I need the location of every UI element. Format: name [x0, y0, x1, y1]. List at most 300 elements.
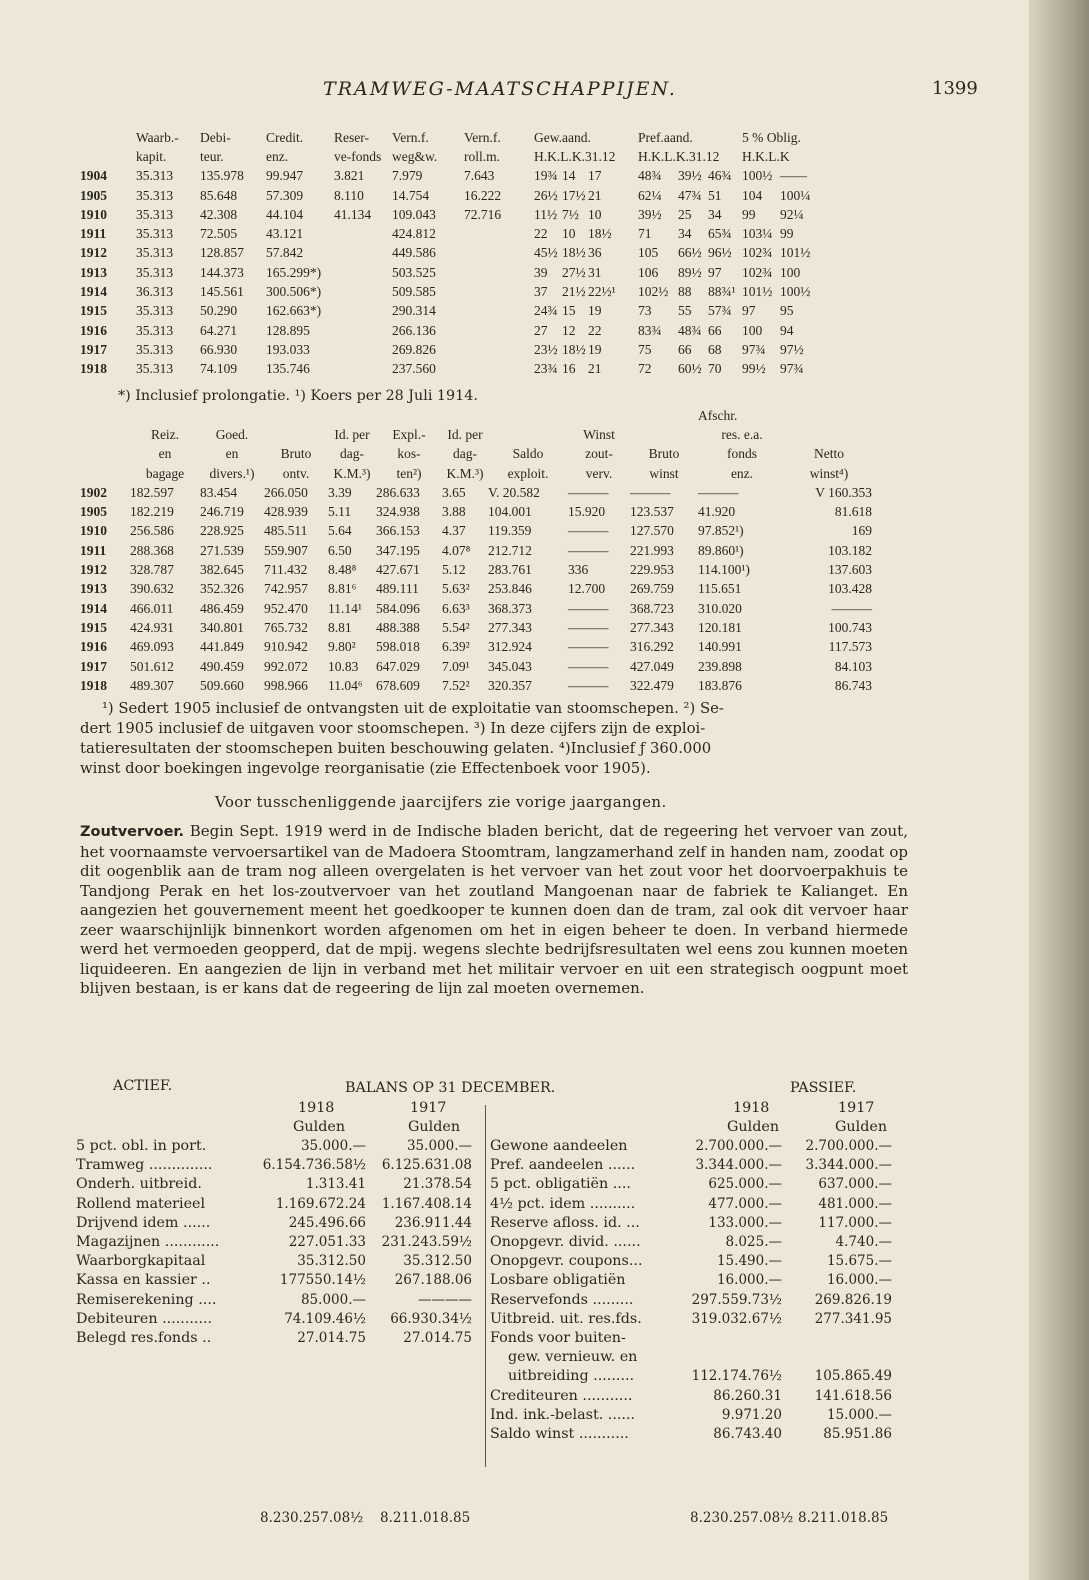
balans-item-label: uitbreiding ......... — [508, 1368, 635, 1385]
table-row — [80, 502, 872, 521]
table-header-cell — [200, 406, 264, 425]
table-cell: 22 — [588, 322, 602, 338]
balans-amount: 15.000.— — [826, 1406, 892, 1423]
table-header-cell: Saldo — [512, 446, 544, 462]
table-cell: 72 — [638, 361, 652, 377]
balans-amount: 27.014.75 — [403, 1330, 472, 1346]
balans-row — [490, 1407, 900, 1426]
actief-total-1917: 8.211.018.85 — [380, 1510, 471, 1526]
table-cell: 66 — [708, 322, 722, 338]
balans-item-label: Debiteuren ........... — [76, 1310, 213, 1327]
table-cell: 7.979 — [392, 168, 423, 184]
table-cell: ——— — [630, 484, 671, 500]
table-header — [80, 128, 820, 167]
table-cell: 18½ — [588, 226, 612, 242]
table-cell: 135.746 — [266, 361, 310, 377]
balans-amount: 6.154.736.58½ — [262, 1157, 366, 1174]
table-cell: 72.716 — [464, 206, 502, 222]
table-cell: 72.505 — [200, 226, 238, 242]
table-header-cell: winst⁴) — [809, 465, 849, 481]
table-cell: 598.018 — [376, 639, 420, 655]
table-row — [80, 522, 872, 541]
table-cell: 92¼ — [780, 206, 804, 222]
table-cell: 441.849 — [200, 639, 244, 655]
table-header — [80, 406, 872, 483]
table-cell: 22 — [534, 226, 548, 242]
table-header-cell: Bruto — [280, 446, 312, 462]
page-gutter-shadow — [1029, 0, 1089, 1580]
table-cell: 46¾ — [708, 168, 732, 184]
balans-row — [76, 1157, 476, 1176]
table-cell: 449.586 — [392, 245, 436, 261]
table-cell: 182.597 — [130, 484, 174, 500]
footnote-line: ¹) Sedert 1905 inclusief de ontvangsten uit de exploitatie van stoomschepen. ²) Se- — [102, 700, 724, 717]
table-cell: 48¾ — [638, 168, 662, 184]
table-cell: 428.939 — [264, 504, 308, 520]
table-cell — [464, 263, 534, 282]
table-cell — [334, 302, 392, 321]
table-cell: 162.663*) — [266, 303, 322, 319]
table-header-cell — [80, 445, 130, 464]
table-cell: 328.787 — [130, 562, 174, 578]
table-cell: 99.947 — [266, 168, 304, 184]
table-cell: 7½ — [562, 206, 579, 222]
table-cell: V 160.353 — [815, 484, 872, 500]
passief-total-1918: 8.230.257.08½ — [690, 1510, 794, 1526]
table-cell: 100¼ — [780, 187, 811, 203]
balans-amount: 74.109.46½ — [284, 1310, 366, 1327]
table-cell: 277.343 — [488, 619, 532, 635]
table-header-cell: Netto — [814, 446, 844, 462]
balans-item-label: Reservefonds ......... — [490, 1291, 634, 1308]
table-row — [80, 224, 820, 243]
table-row — [80, 244, 820, 263]
table-row — [80, 321, 820, 340]
table-cell: 182.219 — [130, 504, 174, 520]
balans-row — [490, 1368, 900, 1387]
table-cell: 26½ — [534, 187, 558, 203]
table-header-cell — [786, 425, 872, 444]
balans-amount: 3.344.000.— — [805, 1157, 892, 1174]
table-header-cell — [488, 406, 568, 425]
year-cell: 1911 — [80, 226, 107, 242]
interim-note: Voor tusschenliggende jaarcijfers zie vorige jaargangen. — [215, 793, 667, 811]
balans-row — [490, 1138, 900, 1157]
table-cell — [464, 360, 534, 379]
table-cell: 31 — [588, 264, 602, 280]
balans-amount: 117.000.— — [818, 1214, 892, 1231]
table-cell — [334, 282, 392, 301]
balans-item-label: Reserve afloss. id. ... — [490, 1214, 640, 1231]
table-header-cell: en — [225, 446, 239, 462]
table-cell: 3.65 — [442, 484, 466, 500]
table-cell: 50.290 — [200, 303, 238, 319]
table-cell: 11.04⁶ — [328, 677, 363, 693]
balans-row — [76, 1311, 476, 1330]
table-cell: 6.39² — [442, 639, 470, 655]
year-cell: 1913 — [80, 264, 107, 280]
table-share-figures — [80, 128, 820, 379]
table-cell: 37 — [534, 284, 548, 300]
table-row — [80, 205, 820, 224]
table-cell: ——— — [568, 484, 609, 500]
balans-amount: 227.051.33 — [288, 1234, 366, 1250]
table-cell: 27½ — [562, 264, 586, 280]
table-row — [80, 167, 820, 186]
table-cell: 12 — [562, 322, 576, 338]
table-cell: 35.313 — [136, 361, 174, 377]
table-cell: —— — [780, 168, 807, 184]
table-cell: 19 — [588, 303, 602, 319]
table-header-cell: bagage — [145, 465, 185, 481]
table-header-cell: ve-fonds — [334, 148, 382, 164]
year-cell: 1916 — [80, 639, 107, 655]
table-cell: 427.049 — [630, 658, 674, 674]
table-header-cell: H.K.L.K.31.12 — [638, 148, 720, 164]
table-header-cell — [376, 406, 442, 425]
table-header-cell: roll.m. — [464, 148, 500, 164]
table-cell: 45½ — [534, 245, 558, 261]
table-header-row — [80, 406, 872, 425]
table-cell: 11.14¹ — [328, 600, 362, 616]
table-cell: 488.388 — [376, 619, 420, 635]
table-cell: 128.895 — [266, 322, 310, 338]
table-cell: 366.153 — [376, 523, 420, 539]
table-cell: 99 — [742, 206, 756, 222]
table-cell: 99 — [780, 226, 794, 242]
table-cell: 269.826 — [392, 341, 436, 357]
table-cell: 390.632 — [130, 581, 174, 597]
paragraph-text: Begin Sept. 1919 werd in de Indische bladen bericht, dat de regeering het vervoer van zout, het voornaamste vervoersartikel van de Madoera Stoomtram, langzamerhand zelf in handen nam, zoodat op dit oogenblik aan de tram nog alleen overgelaten is het vervoer van het zout voor het doorvoerpakhuis te Tandjong Perak en het los-zoutvervoer van het zoutland Mangoenan naar de fabriek te Kalianget. En aangezien het gouvernement meent het goedkooper te kunnen doen dan de tram, zal ook dit vervoer haar zeer waarschijnlijk binnenkort worden afgenomen om het in eigen beheer te doen. In verband hiermede werd het vermoeden geopperd, dat de mpij. wegens slechte bedrijfsresultaten wel eens zou kunnen moeten liquideeren. En aangezien de lijn in verband met het militair vervoer en uit een strategisch oogpunt moet blijven bestaan, is er kans dat de regeering de lijn zal moeten overnemen. — [80, 822, 908, 997]
table-cell: 39½ — [638, 206, 662, 222]
table-cell: 5.12 — [442, 562, 466, 578]
balans-item-label: Onopgevr. divid. ...... — [490, 1234, 641, 1250]
footnote-line: tatieresultaten der stoomschepen buiten beschouwing gelaten. ⁴)Inclusief ƒ 360.000 — [80, 740, 712, 757]
table-cell: ——— — [568, 600, 609, 616]
balans-item-label: Belegd res.fonds .. — [76, 1330, 212, 1346]
balans-item-label: Saldo winst ........... — [490, 1426, 629, 1442]
balans-item-label: Rollend materieel — [76, 1195, 206, 1212]
year-cell: 1912 — [80, 245, 107, 261]
balans-item-label: 5 pct. obligatiën .... — [490, 1176, 631, 1193]
table-cell: 17 — [588, 168, 602, 184]
balans-row — [490, 1234, 900, 1253]
year-cell: 1911 — [80, 542, 107, 558]
balans-row — [490, 1330, 900, 1349]
table-cell: 503.525 — [392, 264, 436, 280]
table-cell: 35.313 — [136, 303, 174, 319]
table-cell: 71 — [638, 226, 652, 242]
table-header-cell: divers.¹) — [209, 465, 255, 481]
table-cell: 9.80² — [328, 639, 356, 655]
table-header-cell: weg&w. — [392, 148, 438, 164]
balans-row — [76, 1330, 476, 1349]
table-cell: 41.134 — [334, 206, 372, 222]
table-header-cell: Winst — [583, 426, 615, 442]
table-cell: 5.63² — [442, 581, 470, 597]
balans-amount: 637.000.— — [818, 1176, 892, 1193]
table-cell: 18½ — [562, 245, 586, 261]
table-cell: 95 — [780, 303, 794, 319]
table-cell: 88 — [678, 284, 692, 300]
table-cell: 34 — [678, 226, 692, 242]
table-cell: 347.195 — [376, 542, 420, 558]
table-cell: 15 — [562, 303, 576, 319]
table-cell: 310.020 — [698, 600, 742, 616]
table-cell: 65¾ — [708, 226, 732, 242]
table-cell — [464, 282, 534, 301]
balans-row — [490, 1196, 900, 1215]
table-cell: 5.11 — [328, 504, 352, 520]
table-cell: 237.560 — [392, 361, 436, 377]
table-header-cell: teur. — [200, 148, 224, 164]
table-cell: 64.271 — [200, 322, 238, 338]
table-cell: 89½ — [678, 264, 702, 280]
table-cell — [334, 244, 392, 263]
table-cell: 253.846 — [488, 581, 532, 597]
balans-item-label: Ind. ink.-belast. ...... — [490, 1406, 636, 1423]
balans-amount: 141.618.56 — [814, 1387, 892, 1404]
table-cell: 283.761 — [488, 562, 532, 578]
table-cell: ——— — [568, 542, 609, 558]
table-cell: 7.09¹ — [442, 658, 470, 674]
table-cell: 100½ — [780, 284, 811, 300]
table-cell — [334, 321, 392, 340]
table-cell — [464, 340, 534, 359]
table-cell: 35.313 — [136, 245, 174, 261]
table-cell: 485.511 — [264, 523, 308, 539]
table-header-cell: Goed. — [215, 426, 249, 442]
balans-amount: 481.000.— — [818, 1195, 892, 1212]
balans-item-label: Pref. aandeelen ...... — [490, 1157, 636, 1174]
balans-item-label: Kassa en kassier .. — [76, 1272, 211, 1289]
table-row — [80, 599, 872, 618]
table-row — [80, 618, 872, 637]
table-cell: 322.479 — [630, 677, 674, 693]
table-cell: ——— — [568, 523, 609, 539]
table-cell: 15.920 — [568, 504, 606, 520]
table-row — [80, 657, 872, 676]
table-cell: 119.359 — [488, 523, 532, 539]
table-cell: 57.842 — [266, 245, 304, 261]
year-cell: 1910 — [80, 523, 107, 539]
table-cell: 10 — [588, 206, 602, 222]
table-cell: 486.459 — [200, 600, 244, 616]
paragraph-heading: Zoutvervoer. — [80, 824, 185, 840]
table-cell: 89.860¹) — [698, 542, 744, 558]
balans-row — [490, 1272, 900, 1291]
table-cell: 47¾ — [678, 187, 702, 203]
balans-amount: 85.000.— — [300, 1291, 366, 1308]
year-cell: 1918 — [80, 361, 107, 377]
table-cell: 83.454 — [200, 484, 238, 500]
table-row — [80, 302, 820, 321]
table-cell: 193.033 — [266, 341, 310, 357]
balans-amount: 269.826.19 — [814, 1291, 892, 1308]
table-cell: 97.852¹) — [698, 523, 744, 539]
table-cell: 101½ — [742, 284, 773, 300]
table-cell: 324.938 — [376, 504, 420, 520]
table-header-cell: zout- — [585, 446, 613, 462]
table-header-cell: K.M.³) — [333, 465, 371, 481]
table-cell: 286.633 — [376, 484, 420, 500]
balans-row — [76, 1138, 476, 1157]
table-cell: 14.754 — [392, 187, 430, 203]
year-cell: 1902 — [80, 484, 107, 500]
table-cell: 221.993 — [630, 542, 674, 558]
balans-amount: 236.911.44 — [394, 1214, 472, 1231]
table-cell: 5.54² — [442, 619, 470, 635]
balans-item-label: 4½ pct. idem .......... — [490, 1195, 636, 1212]
table-cell: 246.719 — [200, 504, 244, 520]
year-cell: 1914 — [80, 600, 107, 616]
table-header-row — [80, 464, 872, 483]
actief-label: ACTIEF. — [113, 1078, 173, 1094]
table-cell: 424.812 — [392, 226, 436, 242]
table-cell: 97½ — [780, 341, 804, 357]
year-cell: 1904 — [80, 168, 107, 184]
table-cell: 66½ — [678, 245, 702, 261]
balans-item-label: Onderh. uitbreid. — [76, 1176, 202, 1193]
table-header-cell: verv. — [585, 465, 613, 481]
table-cell: 998.966 — [264, 677, 308, 693]
table-cell: 300.506*) — [266, 284, 322, 300]
table-cell: 992.072 — [264, 658, 308, 674]
table-header-cell — [80, 147, 136, 166]
table-cell: 97¾ — [780, 361, 804, 377]
table-cell: 43.121 — [266, 226, 304, 242]
table-header-row — [80, 445, 872, 464]
balans-row — [490, 1253, 900, 1272]
table-header-cell: enz. — [266, 148, 289, 164]
table-header-cell: Gew.aand. — [534, 129, 591, 145]
actief-year-2: 1917 — [410, 1100, 447, 1116]
table-cell: 135.978 — [200, 168, 244, 184]
table-cell: 35.313 — [136, 206, 174, 222]
table-cell: 18½ — [562, 341, 586, 357]
table-cell — [334, 360, 392, 379]
balans-row — [490, 1349, 900, 1368]
balans-item-label: Waarborgkapitaal — [76, 1253, 206, 1270]
table-cell: 501.612 — [130, 658, 174, 674]
table-cell: 509.660 — [200, 677, 244, 693]
balans-row — [490, 1176, 900, 1195]
table-cell: 266.050 — [264, 484, 308, 500]
table-cell: 21 — [588, 187, 602, 203]
balans-amount: 8.025.— — [725, 1234, 782, 1250]
balans-amount: 35.312.50 — [297, 1253, 366, 1270]
balans-amount: 15.675.— — [826, 1253, 892, 1270]
year-cell: 1917 — [80, 341, 107, 357]
balans-amount: 66.930.34½ — [390, 1310, 472, 1327]
table-cell: 66.930 — [200, 341, 238, 357]
table-header-cell: Debi- — [200, 129, 231, 145]
table-cell: 21½ — [562, 284, 586, 300]
year-cell: 1910 — [80, 206, 107, 222]
table-cell: 340.801 — [200, 619, 244, 635]
table-row — [80, 580, 872, 599]
table-header-row — [80, 425, 872, 444]
table-cell: ——— — [698, 484, 739, 500]
table-row — [80, 483, 872, 502]
table-cell — [464, 321, 534, 340]
table-cell: 35.313 — [136, 264, 174, 280]
balans-amount: 86.743.40 — [713, 1426, 782, 1442]
table-cell: 84.103 — [834, 658, 872, 674]
table-cell: 559.907 — [264, 542, 308, 558]
table-header-cell: H.K.L.K — [742, 148, 790, 164]
table-cell: 96½ — [708, 245, 732, 261]
table-cell: 73 — [638, 303, 652, 319]
table-cell: 368.723 — [630, 600, 674, 616]
balans-amount: 27.014.75 — [297, 1330, 366, 1346]
table-header-cell — [630, 406, 698, 425]
table-cell: 114.100¹) — [698, 562, 750, 578]
table-cell: 57.309 — [266, 187, 304, 203]
table-cell: 35.313 — [136, 341, 174, 357]
balans-item-label: Uitbreid. uit. res.fds. — [490, 1310, 642, 1327]
table-cell: 70 — [708, 361, 722, 377]
balans-row — [490, 1157, 900, 1176]
balans-amount: 112.174.76½ — [691, 1368, 782, 1385]
table-cell: 127.570 — [630, 523, 674, 539]
table-cell: 424.931 — [130, 619, 174, 635]
balans-amount: 133.000.— — [708, 1214, 782, 1231]
table-cell: 14 — [562, 168, 576, 184]
balans-row — [76, 1176, 476, 1195]
table-header-cell — [488, 425, 568, 444]
table-header-cell: H.K.L.K.31.12 — [534, 148, 616, 164]
year-cell: 1918 — [80, 677, 107, 693]
table-header-cell: ontv. — [282, 465, 310, 481]
running-header-title: TRAMWEG-MAATSCHAPPIJEN. — [323, 78, 677, 100]
balans-amount: 16.000.— — [826, 1272, 892, 1289]
table-cell: 7.52² — [442, 677, 470, 693]
table-cell: 4.07⁸ — [442, 542, 471, 558]
table-cell: 212.712 — [488, 542, 532, 558]
table-cell: 36 — [588, 245, 602, 261]
balans-item-label: Onopgevr. coupons... — [490, 1253, 643, 1270]
table-row — [80, 541, 872, 560]
passief-unit-1: Gulden — [727, 1119, 780, 1135]
table-cell: 5.64 — [328, 523, 352, 539]
table-cell: 66 — [678, 341, 692, 357]
table-cell — [334, 263, 392, 282]
table-cell: 316.292 — [630, 639, 674, 655]
table-cell: 115.651 — [698, 581, 742, 597]
table-header-cell: Waarb.- — [136, 129, 179, 145]
table-header-cell — [442, 406, 488, 425]
balans-item-label: Gewone aandeelen — [490, 1138, 628, 1154]
table-cell: 74.109 — [200, 361, 238, 377]
table-cell: 102½ — [638, 284, 669, 300]
passief-unit-2: Gulden — [835, 1119, 888, 1135]
table-cell: 35.313 — [136, 168, 174, 184]
balans-amount: 319.032.67½ — [691, 1310, 782, 1327]
table-row — [80, 263, 820, 282]
table-cell: 34 — [708, 206, 722, 222]
balans-amount: 1.313.41 — [305, 1176, 366, 1193]
balans-row — [76, 1292, 476, 1311]
table-cell: V. 20.582 — [488, 484, 540, 500]
table-header-cell — [264, 406, 328, 425]
actief-year-1: 1918 — [298, 1100, 335, 1116]
balans-amount: 177550.14½ — [279, 1272, 366, 1289]
table-header-cell: Reser- — [334, 129, 369, 145]
table-header-cell: Vern.f. — [464, 129, 501, 145]
table-cell: 288.368 — [130, 542, 174, 558]
table-cell: 62¼ — [638, 187, 662, 203]
